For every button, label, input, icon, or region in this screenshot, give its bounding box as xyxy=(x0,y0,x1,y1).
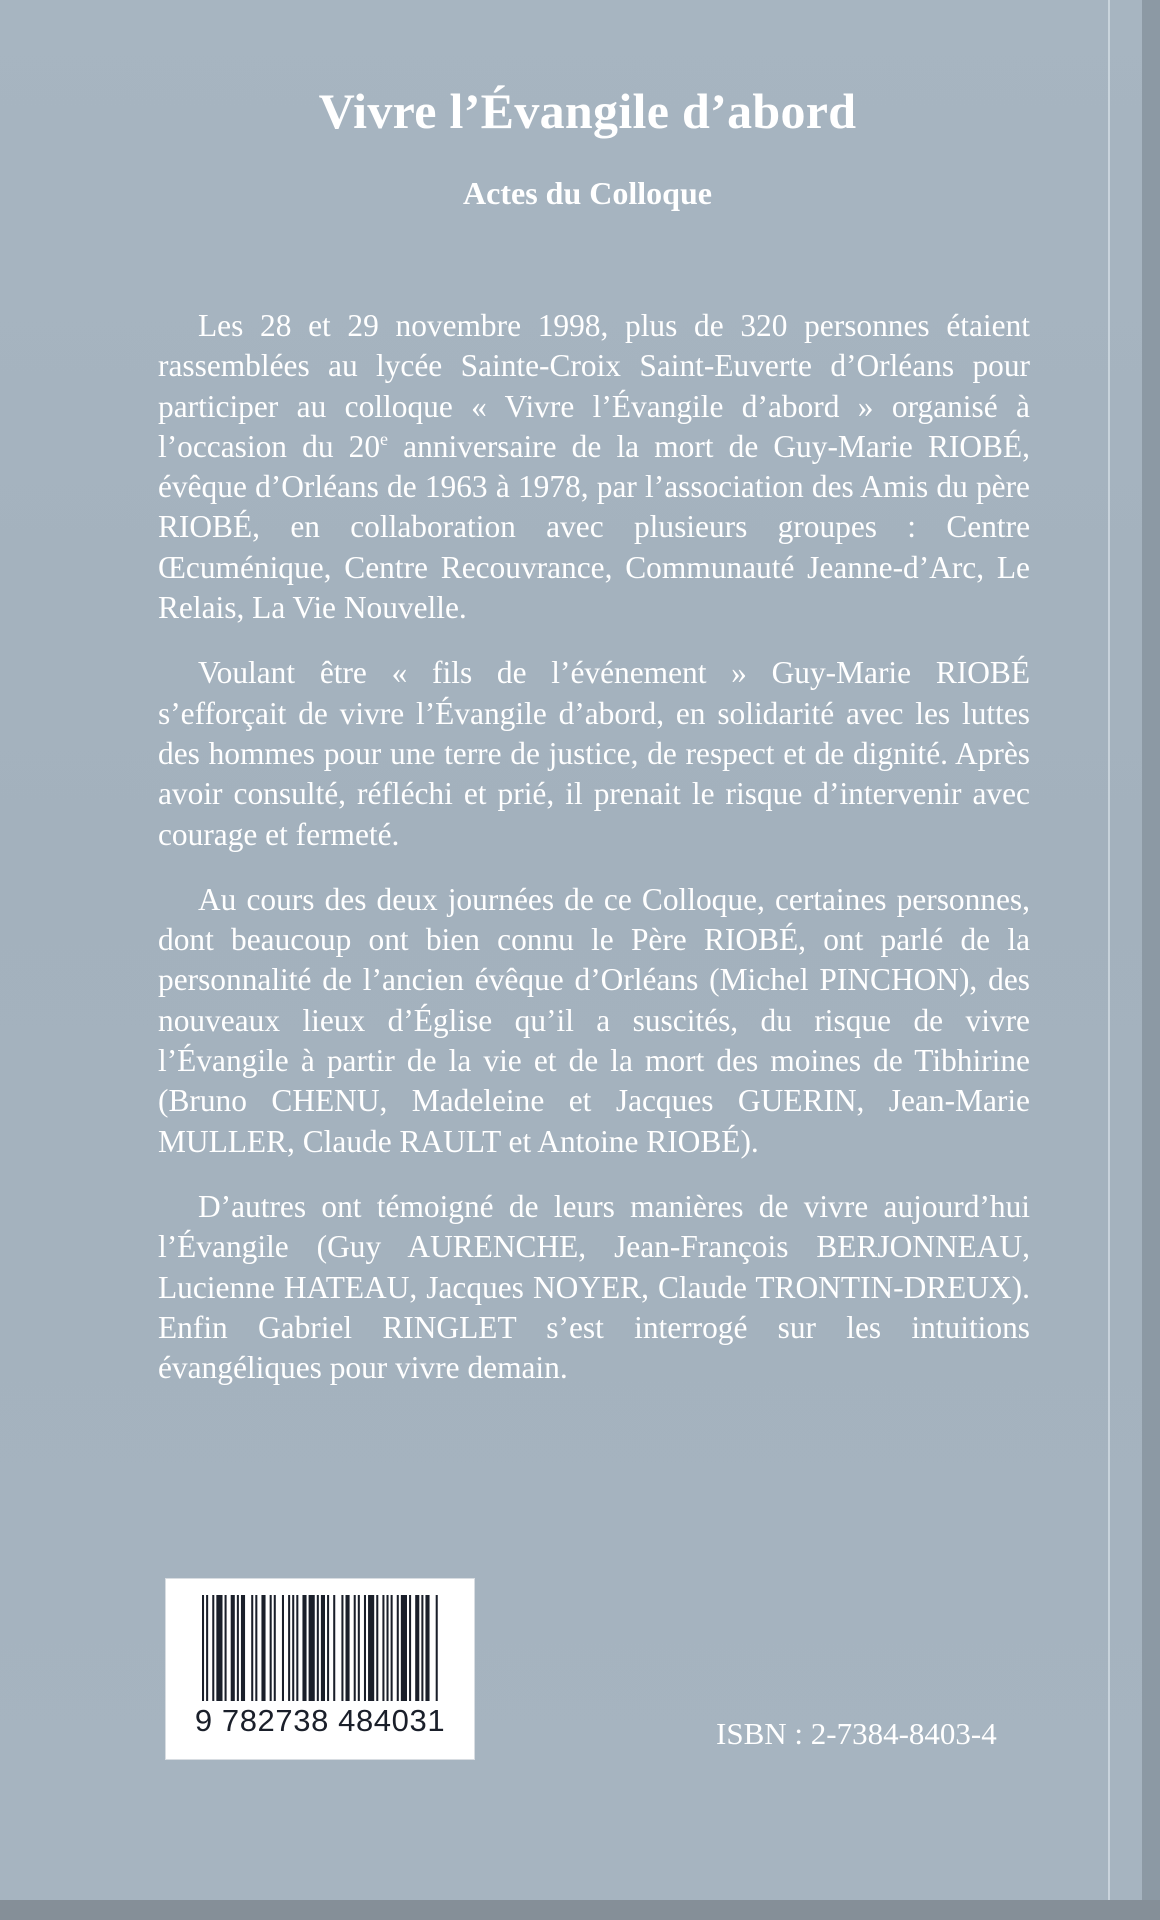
barcode-bar xyxy=(425,1595,429,1701)
barcode-bar xyxy=(261,1595,265,1701)
barcode-bar xyxy=(288,1595,290,1701)
barcode xyxy=(165,1578,475,1760)
barcode-bar xyxy=(202,1595,204,1701)
barcode-bar xyxy=(376,1595,378,1701)
barcode-bar xyxy=(382,1595,384,1701)
blurb-paragraph-3: Au cours des deux journées de ce Colloque, certaines personnes, dont beaucoup ont bien connu le Père RIOBÉ, ont parlé de la personnalité de l’ancien évêque d’Orléans (Michel PINCHON), des nouveaux lieux d’Église qu’il a suscités, du risque de vivre l’Évangile à partir de la vie et de la mort des moines de Tibhirine (Bruno CHENU, Madeleine et Jacques GUERIN, Jean-Marie MULLER, Claude RAULT et Antoine RIOBÉ). xyxy=(158,881,1030,1159)
barcode-digits: 9 782738 484031 xyxy=(194,1703,446,1738)
barcode-bar xyxy=(302,1595,306,1701)
barcode-bar xyxy=(341,1595,343,1701)
barcode-bar xyxy=(364,1595,366,1701)
barcode-bar xyxy=(368,1595,374,1701)
barcode-bar xyxy=(270,1595,272,1701)
blurb-paragraph-1 xyxy=(158,306,1030,628)
blurb-paragraph-4: D’autres ont témoigné de leurs manières de vivre aujourd’hui l’Évangile (Guy AURENCHE, Jean-François BERJONNEAU, Lucienne HATEAU, Jacques NOYER, Claude TRONTIN-DREUX). Enfin Gabriel RINGLET s’est interrogé sur les intuitions évangéliques pour vivre demain. xyxy=(158,1188,1030,1386)
ordinal-superscript: e xyxy=(380,428,389,449)
barcode-bar xyxy=(231,1595,235,1701)
cover-edge-line xyxy=(1108,0,1110,1900)
barcode-bar xyxy=(237,1595,239,1701)
barcode-bar xyxy=(317,1595,319,1701)
barcode-bar xyxy=(346,1595,350,1701)
barcode-bar xyxy=(216,1595,222,1701)
isbn-label: ISBN : 2-7384-8403-4 xyxy=(716,1716,997,1751)
barcode-bar xyxy=(358,1595,360,1701)
barcode-bar xyxy=(225,1595,227,1701)
barcode-bar xyxy=(327,1595,329,1701)
barcode-bars xyxy=(202,1595,438,1701)
barcode-bar xyxy=(397,1595,399,1701)
blurb-text xyxy=(158,306,1030,1413)
barcode-bar xyxy=(415,1595,419,1701)
scan-edge-strip xyxy=(0,1900,1160,1920)
barcode-bar xyxy=(292,1595,294,1701)
barcode-bar xyxy=(401,1595,407,1701)
barcode-bar xyxy=(255,1595,257,1701)
blurb-paragraph-1-start: Les 28 et 29 novembre 1998, plus de 320 personnes étaient rassemblées au lycée Sainte-Croix Saint-Euverte d’Orléans pour participer au colloque « Vivre l’Évangile d’abord » organisé à l’occasion du 20 xyxy=(158,308,1030,464)
barcode-bar xyxy=(251,1595,253,1701)
barcode-bar xyxy=(282,1595,284,1701)
barcode-bar xyxy=(391,1595,393,1701)
barcode-bar xyxy=(387,1595,389,1701)
book-subtitle: Actes du Colloque xyxy=(463,175,712,211)
barcode-bar xyxy=(241,1595,245,1701)
book-title: Vivre l’Évangile d’abord xyxy=(318,83,857,139)
barcode-bar xyxy=(421,1595,423,1701)
barcode-bar xyxy=(436,1595,438,1701)
blurb-paragraph-2: Voulant être « fils de l’événement » Guy-Marie RIOBÉ s’efforçait de vivre l’Évangile d’abord, en solidarité avec les luttes des hommes pour une terre de justice, de respect et de dignité. Après avoir consulté, réfléchi et prié, il prenait le risque d’intervenir avec courage et fermeté. xyxy=(158,655,1030,852)
barcode-bar xyxy=(212,1595,214,1701)
barcode-bar xyxy=(309,1595,315,1701)
blurb-paragraph-1-end: anniversaire de la mort de Guy-Marie RIOBÉ, évêque d’Orléans de 1963 à 1978, par l’association des Amis du père RIOBÉ, en collaboration avec plusieurs groupes : Centre Œcuménique, Centre Recouvrance, Communauté Jeanne-d’Arc, Le Relais, La Vie Nouvelle. xyxy=(158,428,1030,626)
barcode-bar xyxy=(321,1595,325,1701)
barcode-bar xyxy=(296,1595,298,1701)
barcode-bar xyxy=(409,1595,411,1701)
barcode-bar xyxy=(274,1595,276,1701)
barcode-bar xyxy=(354,1595,356,1701)
barcode-bar xyxy=(206,1595,208,1701)
barcode-bar xyxy=(333,1595,335,1701)
